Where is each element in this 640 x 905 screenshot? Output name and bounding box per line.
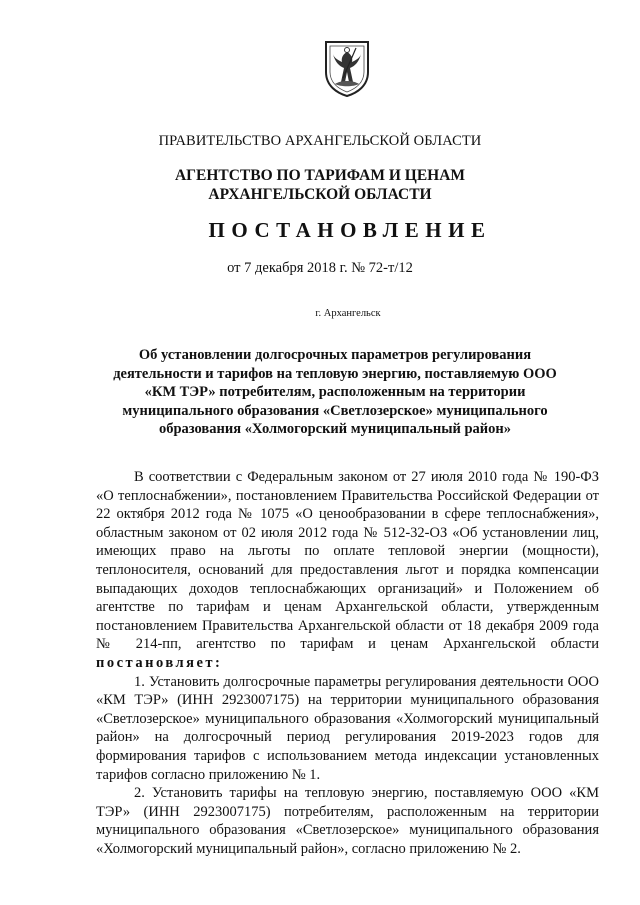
preamble-text: В соответствии с Федеральным законом от 27 июля 2010 года № 190-ФЗ «О теплоснабжении», постановлением Правительства Российской Федерации от 22 октября 2012 года № 1075 «О ценообразовании в сфере теплоснабжения», областным законом от 02 июля 2012 года № 512-32-ОЗ «Об установлении лиц, имеющих право на льготы по оплате тепловой энергии (мощности), теплоносителя, оснований для предоставления льгот и порядка компенсации выпадающих доходов теплоснабжающих организаций» и Положением об агентстве по тарифам и ценам Архангельской области, утвержденным постановлением Правительства Архангельской области от 18 декабря 2009 года № 214-пп, агентство по тарифам и ценам Архангельской области [96, 469, 599, 653]
date-number: от 7 декабря 2018 г. № 72-т/12 [227, 260, 413, 276]
preamble-paragraph [96, 468, 599, 673]
decree-word: постановляет [96, 654, 216, 671]
agency-title [0, 166, 640, 204]
document-subject: Об установлении долгосрочных параметров регулирования деятельности и тарифов на тепловую энергию, поставляемую ООО «КМ ТЭР» потребителям, расположенным на территории муниципального образования «Светлозерское» муниципального образования «Холмогорский муниципальный район» [113, 347, 557, 438]
government-title: ПРАВИТЕЛЬСТВО АРХАНГЕЛЬСКОЙ ОБЛАСТИ [158, 133, 482, 149]
agency-title-line1: АГЕНТСТВО ПО ТАРИФАМ И ЦЕНАМ [174, 167, 466, 184]
document-body [96, 468, 599, 858]
document-type: ПОСТАНОВЛЕНИЕ [208, 218, 492, 242]
item-2-paragraph: 2. Установить тарифы на тепловую энергию, поставляемую ООО «КМ ТЭР» (ИНН 2923007175) потребителям, расположенным на территории муниципального образования «Светлозерское» муниципального образования «Холмогорский муниципальный район», согласно приложению № 2. [96, 785, 599, 857]
agency-title-line2: АРХАНГЕЛЬСКОЙ ОБЛАСТИ [208, 186, 432, 203]
decree-colon: : [215, 654, 220, 671]
city: г. Архангельск [315, 308, 381, 319]
arkhangelsk-coat-of-arms-icon [323, 38, 371, 98]
item-1-paragraph: 1. Установить долгосрочные параметры регулирования деятельности ООО «КМ ТЭР» (ИНН 2923007175) на территории муниципального образования «Светлозерское» муниципального образования «Холмогорский муниципальный район» на долгосрочный период регулирования 2019-2023 годов для формирования тарифов с использованием метода индексации установленных тарифов согласно приложению № 1. [96, 673, 599, 783]
